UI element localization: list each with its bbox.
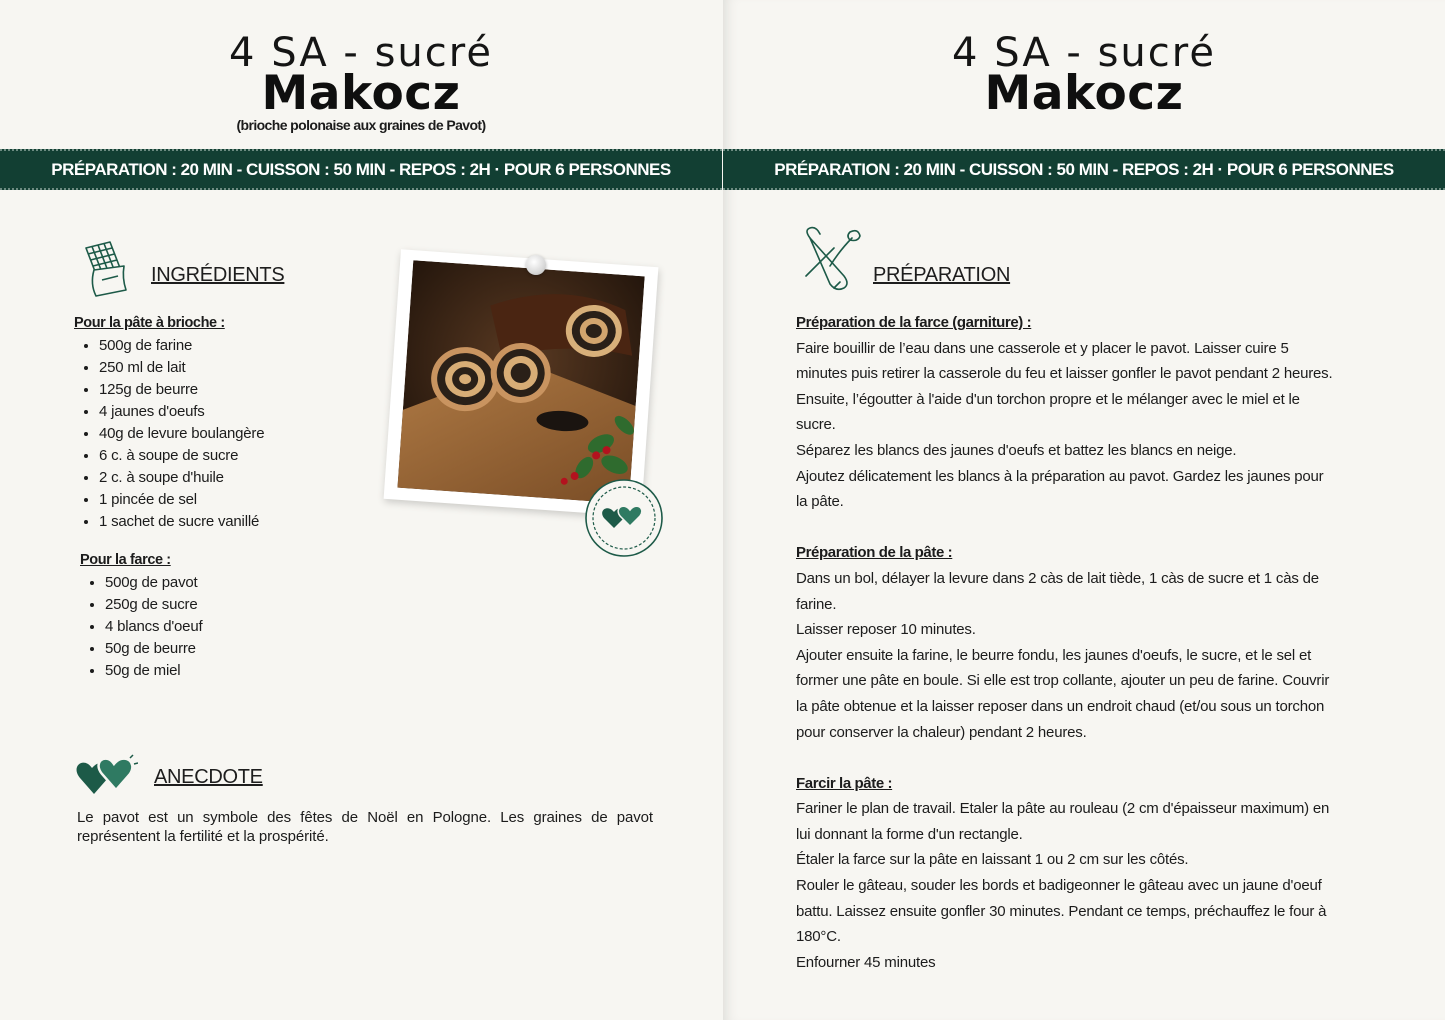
list-item: • 1 pincée de sel [99, 489, 264, 511]
info-band: PRÉPARATION : 20 MIN - CUISSON : 50 MIN - REPOS : 2H · POUR 6 PERSONNES [0, 149, 722, 190]
recipe-title: Makocz [261, 66, 461, 121]
list-item: • 40g de levure boulangère [99, 423, 264, 445]
list-item: • 250g de sucre [105, 594, 202, 616]
prep-line: la pâte obtenue et la laisser reposer dans un endroit chaud (et/ou sous un torchon [796, 697, 1325, 715]
piping-bag-whisk-icon [800, 226, 864, 292]
prep-line: lui donnant la forme d'un rectangle. [796, 825, 1023, 843]
recipe-photo-frame [384, 249, 659, 516]
prep-line: Rouler le gâteau, souder les bords et badigeonner le gâteau avec un jaune d'oeuf [796, 877, 1322, 895]
category-title: 4 SA - sucré [952, 30, 1216, 76]
recipe-subtitle: (brioche polonaise aux graines de Pavot) [236, 117, 486, 133]
list-item: • 1 sachet de sucre vanillé [99, 511, 264, 533]
left-page [0, 0, 722, 1020]
filling-list-title: Pour la farce : [80, 552, 171, 568]
prep-line: pour conserver la chaleur) pendant 2 heures. [796, 723, 1087, 741]
list-item: • 4 jaunes d'oeufs [99, 401, 264, 423]
recipe-title: Makocz [984, 66, 1184, 121]
list-item: • 4 blancs d'oeuf [105, 616, 202, 638]
category-title: 4 SA - sucré [229, 30, 493, 76]
prep-line: Ajoutez délicatement les blancs à la préparation au pavot. Gardez les jaunes pour [796, 467, 1324, 485]
dough-ingredient-list [75, 335, 264, 533]
prep-line: farine. [796, 595, 837, 613]
chocolate-bar-icon [80, 240, 132, 300]
prep-line: Étaler la farce sur la pâte en laissant 1 ou 2 cm sur les côtés. [796, 851, 1189, 869]
prep-line: Ensuite, l’égoutter à l'aide d'un torchon propre et le mélanger avec le miel et le [796, 390, 1300, 408]
anecdote-text: Le pavot est un symbole des fêtes de Noël en Pologne. Les graines de pavot représentent la fertilité et la prospérité. [77, 809, 653, 845]
prep-line: la pâte. [796, 493, 844, 511]
prep-line: Séparez les blancs des jaunes d'oeufs et battez les blancs en neige. [796, 441, 1237, 459]
list-item: • 500g de farine [99, 335, 264, 357]
ingredients-heading: INGRÉDIENTS [151, 264, 285, 286]
prep-line: former une pâte en boule. Si elle est trop collante, ajouter un peu de farine. Couvrir [796, 672, 1330, 690]
anecdote-heading: ANECDOTE [154, 766, 263, 788]
list-item: • 50g de beurre [105, 638, 202, 660]
hearts-stamp-icon [584, 478, 664, 558]
prep-section-title: Préparation de la pâte : [796, 544, 953, 562]
prep-line: Laisser reposer 10 minutes. [796, 621, 976, 639]
prep-line: Enfourner 45 minutes [796, 953, 936, 971]
list-item: • 125g de beurre [99, 379, 264, 401]
preparation-steps [796, 310, 1386, 975]
list-item: • 2 c. à soupe d'huile [99, 467, 264, 489]
prep-line: Dans un bol, délayer la levure dans 2 càs de lait tiède, 1 càs de sucre et 1 càs de [796, 569, 1319, 587]
preparation-heading: PRÉPARATION [873, 264, 1011, 286]
prep-line: Ajouter ensuite la farine, le beurre fondu, les jaunes d'oeufs, le sucre, et le sel et [796, 646, 1312, 664]
prep-line: 180°C. [796, 928, 841, 946]
poppy-seed-roll-photo [397, 260, 644, 504]
list-item: • 250 ml de lait [99, 357, 264, 379]
list-item: • 500g de pavot [105, 572, 202, 594]
filling-ingredient-list [81, 572, 202, 682]
prep-section-title: Farcir la pâte : [796, 774, 893, 792]
prep-line: minutes puis retirer la casserole du feu et laisser gonfler le pavot pendant 2 heures. [796, 365, 1333, 383]
prep-line: Fariner le plan de travail. Etaler la pâte au rouleau (2 cm d'épaisseur maximum) en [796, 800, 1330, 818]
prep-line: Faire bouillir de l’eau dans une casserole et y placer le pavot. Laisser cuire 5 [796, 339, 1289, 357]
prep-section-title: Préparation de la farce (garniture) : [796, 314, 1032, 331]
list-item: • 50g de miel [105, 660, 202, 682]
dough-list-title: Pour la pâte à brioche : [74, 315, 225, 331]
pin-icon [526, 255, 546, 275]
info-band: PRÉPARATION : 20 MIN - CUISSON : 50 MIN - REPOS : 2H · POUR 6 PERSONNES [723, 149, 1445, 190]
prep-line: sucre. [796, 416, 836, 434]
list-item: • 6 c. à soupe de sucre [99, 445, 264, 467]
prep-line: battu. Laissez ensuite gonfler 30 minutes. Pendant ce temps, préchauffez le four à [796, 902, 1327, 920]
hearts-icon [74, 750, 138, 800]
